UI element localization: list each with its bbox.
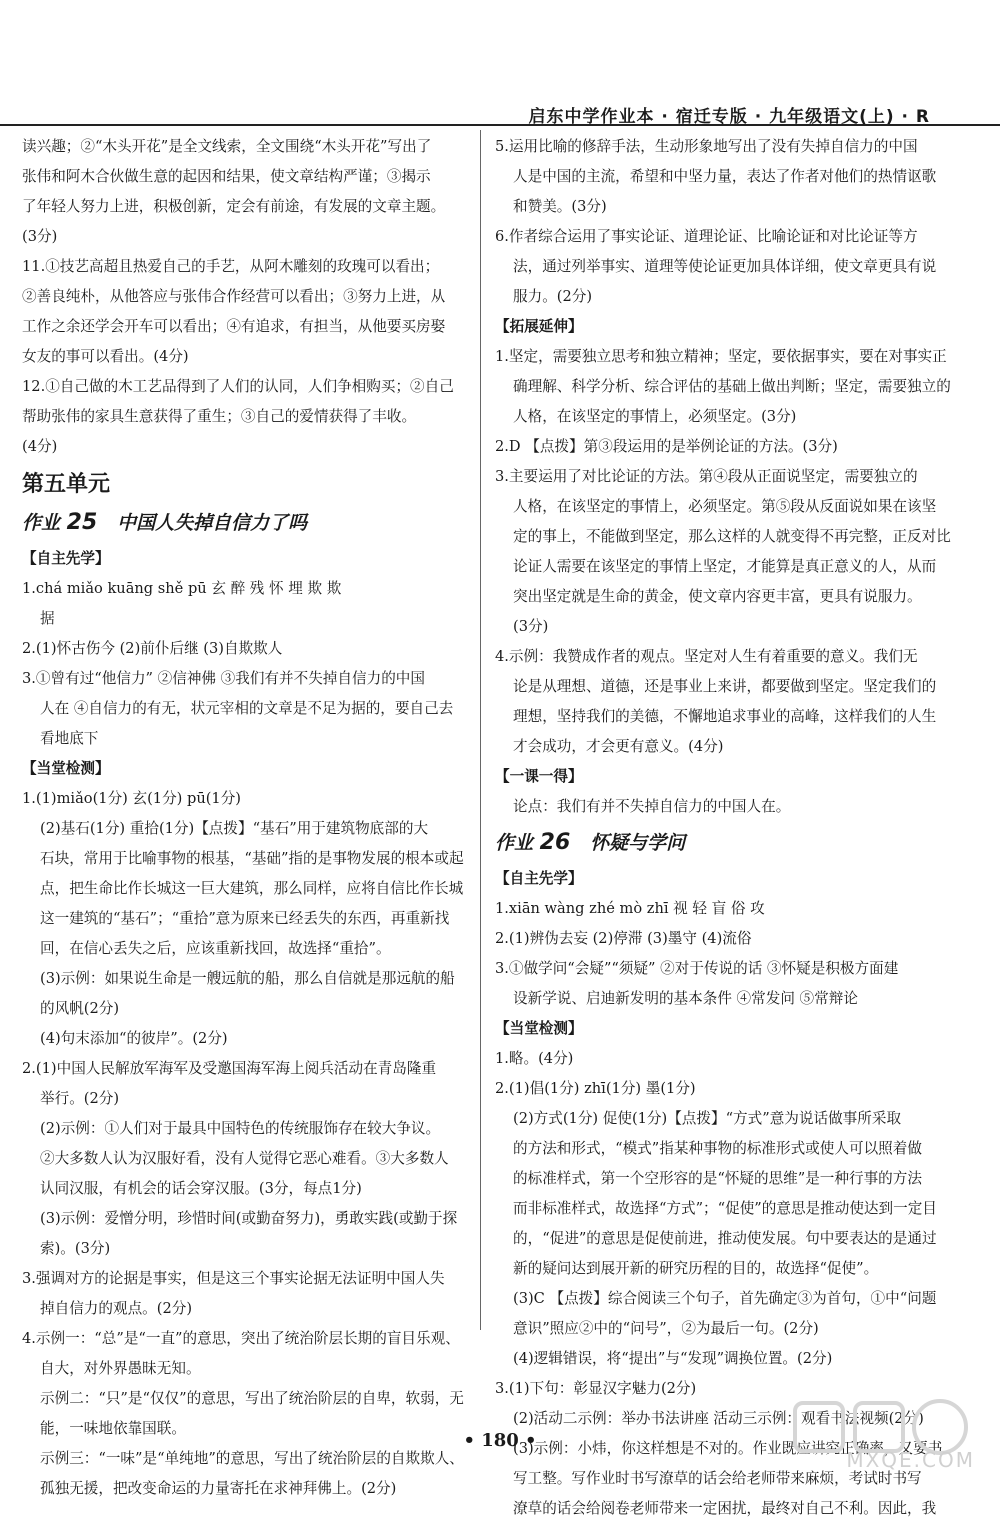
left-answers-part2 <box>22 544 467 1504</box>
answer-line: 设新学说、启迪新发明的基本条件 ④常发问 ⑤常辩论 <box>513 990 858 1007</box>
right-column <box>495 132 965 1524</box>
answer-line: 人格，在该坚定的事情上，必须坚定。第⑤段从反面说如果在该坚 <box>513 498 937 515</box>
answer-line: 能，一味地依靠国联。 <box>40 1420 186 1437</box>
answer-line: (2)示例：①人们对于最具中国特色的传统服饰存在较大争议。 <box>40 1120 441 1137</box>
answer-line: (3)C 【点拨】综合阅读三个句子，首先确定③为首句，①中“问题 <box>513 1290 937 1307</box>
answer-line: 论证人需要在该坚定的事情上坚定，才能算是真正意义的人，从而 <box>513 558 937 575</box>
answer-line: 3.(1)下句：彰显汉字魅力(2分) <box>495 1380 697 1397</box>
answer-line: 6.作者综合运用了事实论证、道理论证、比喻论证和对比论证等方 <box>495 228 918 245</box>
answer-line: 人是中国的主流，希望和中坚力量，表达了作者对他们的热情讴歌 <box>513 168 937 185</box>
answer-line: 石块，常用于比喻事物的根基，“基础”指的是事物发展的根本或起 <box>40 850 464 867</box>
answer-line: 自大，对外界愚昧无知。 <box>40 1360 201 1377</box>
answer-line: 看地底下 <box>40 730 99 747</box>
answer-line: 的方法和形式，“模式”指某种事物的标准形式或使人可以照着做 <box>513 1140 922 1157</box>
answer-line: 确理解、科学分析、综合评估的基础上做出判断；坚定，需要独立的 <box>513 378 951 395</box>
answer-line: 定的事上，不能做到坚定，那么这样的人就变得不再完整，正反对比 <box>513 528 951 545</box>
homework-name: 中国人失掉自信力了吗 <box>117 512 308 534</box>
answer-line: ②大多数人认为汉服好看，没有人觉得它恶心难看。③大多数人 <box>40 1150 449 1167</box>
answer-line: 1.chá miǎo kuāng shě pū 玄 醉 残 怀 埋 欺 欺 <box>22 580 342 597</box>
answer-line: 1.(1)miǎo(1分) 玄(1分) pū(1分) <box>22 790 241 807</box>
page-header <box>0 0 1000 127</box>
answer-line: 的，“促进”的意思是促使前进，推动使发展。句中要表达的是通过 <box>513 1230 937 1247</box>
answer-line: 3.主要运用了对比论证的方法。第④段从正面说坚定，需要独立的 <box>495 468 918 485</box>
answer-line: 新的疑问达到展开新的研究历程的目的，故选择“促使”。 <box>513 1260 879 1277</box>
answer-line: (3)示例：如果说生命是一艘远航的船，那么自信就是那远航的船 <box>40 970 455 987</box>
answer-line: 这一建筑的“基石”；“重拾”意为原来已经丢失的东西，再重新找 <box>40 910 450 927</box>
answer-line: 据 <box>40 610 55 627</box>
answer-line: 3.①曾有过“他信力” ②信神佛 ③我们有并不失掉自信力的中国 <box>22 670 425 687</box>
answer-line: (4)逻辑错误，将“提出”与“发现”调换位置。(2分) <box>513 1350 833 1367</box>
answer-line: 5.运用比喻的修辞手法，生动形象地写出了没有失掉自信力的中国 <box>495 138 918 155</box>
answer-line: 孤独无援，把改变命运的力量寄托在求神拜佛上。(2分) <box>40 1480 397 1497</box>
answer-line: 示例三：“一味”是“单纯地”的意思，写出了统治阶层的自欺欺人、 <box>40 1450 464 1467</box>
homework-name: 怀疑与学问 <box>590 832 686 854</box>
answer-line: (3)示例：爱憎分明，珍惜时间(或勤奋努力)，勇敢实践(或勤于探 <box>40 1210 458 1227</box>
section-heading: 【自主先学】 <box>495 870 583 887</box>
homework-number: 26 <box>539 830 571 855</box>
answer-line: 人在 ④自信力的有无，状元宰相的文章是不足为据的，要自己去 <box>40 700 454 717</box>
left-answers-part1 <box>22 132 467 462</box>
answer-line: (3分) <box>513 618 549 635</box>
answer-line: 的标准样式，第一个空形容的是“怀疑的思维”是一种行事的方法 <box>513 1170 922 1187</box>
answer-line: (3分) <box>22 228 58 245</box>
answer-line: 示例二：“只”是“仅仅”的意思，写出了统治阶层的自卑，软弱，无 <box>40 1390 464 1407</box>
section-heading: 【自主先学】 <box>22 550 110 567</box>
section-heading: 【当堂检测】 <box>22 760 110 777</box>
answer-line: (4)句末添加“的彼岸”。(2分) <box>40 1030 228 1047</box>
answer-line: 4.示例一：“总”是“一直”的意思，突出了统治阶层长期的盲目乐观、 <box>22 1330 460 1347</box>
answer-line: 才会成功，才会更有意义。(4分) <box>513 738 724 755</box>
answer-line: ②善良纯朴，从他答应与张伟合作经营可以看出；③努力上进，从 <box>22 288 446 305</box>
section-heading: 【一课一得】 <box>495 768 583 785</box>
answer-line: 工作之余还学会开车可以看出；④有追求，有担当，从他要买房娶 <box>22 318 446 335</box>
answer-line: 掉自信力的观点。(2分) <box>40 1300 193 1317</box>
answer-line: 2.D 【点拨】第③段运用的是举例论证的方法。(3分) <box>495 438 838 455</box>
section-heading: 【拓展延伸】 <box>495 318 583 335</box>
answer-line: 服力。(2分) <box>513 288 593 305</box>
homework-25-title <box>22 506 467 540</box>
answer-line: 2.(1)辨伪去妄 (2)停滞 (3)墨守 (4)流俗 <box>495 930 752 947</box>
header-rule <box>0 124 1000 126</box>
homework-label: 作业 <box>495 832 534 854</box>
answer-line: 而非标准样式，故选择“方式”；“促使”的意思是推动使达到一定目 <box>513 1200 937 1217</box>
answer-line: 意识”照应②中的“问号”，②为最后一句。(2分) <box>513 1320 819 1337</box>
answer-line: 帮助张伟的家具生意获得了重生；③自己的爱情获得了丰收。 <box>22 408 417 425</box>
answer-line: 1.坚定，需要独立思考和独立精神；坚定，要依据事实，要在对事实正 <box>495 348 947 365</box>
answer-line: (2)基石(1分) 重拾(1分)【点拨】“基石”用于建筑物底部的大 <box>40 820 429 837</box>
answer-line: 举行。(2分) <box>40 1090 120 1107</box>
answer-line: 论点：我们有并不失掉自信力的中国人在。 <box>513 798 791 815</box>
answer-line: 2.(1)中国人民解放军海军及受邀国海军海上阅兵活动在青岛隆重 <box>22 1060 437 1077</box>
answer-line: 3.强调对方的论据是事实，但是这三个事实论据无法证明中国人失 <box>22 1270 445 1287</box>
answer-line: 写工整。写作业时书写潦草的话会给老师带来麻烦，考试时书写 <box>513 1470 922 1487</box>
answer-line: 1.略。(4分) <box>495 1050 574 1067</box>
answer-line: 的风帆(2分) <box>40 1000 120 1017</box>
unit-title: 第五单元 <box>22 472 111 497</box>
answer-line: 论是从理想、道德，还是事业上来讲，都要做到坚定。坚定我们的 <box>513 678 937 695</box>
answer-line: (4分) <box>22 438 58 455</box>
column-divider <box>480 130 481 1330</box>
watermark-text: MXQE.COM <box>846 1448 975 1472</box>
answer-line: 索)。(3分) <box>40 1240 111 1257</box>
answer-line: 了年轻人努力上进，积极创新，定会有前途，有发展的文章主题。 <box>22 198 446 215</box>
answer-line: 突出坚定就是生命的黄金，使文章内容更丰富，更具有说服力。 <box>513 588 922 605</box>
homework-26-title <box>495 826 965 860</box>
answer-line: 女友的事可以看出。(4分) <box>22 348 189 365</box>
section-heading: 【当堂检测】 <box>495 1020 583 1037</box>
book-title: 启东中学作业本 · 宿迁专版 · 九年级语文(上) · R <box>528 107 930 127</box>
answer-line: (2)活动二示例：举办书法讲座 活动三示例：观看书法视频(2分) <box>513 1410 924 1427</box>
page-number: • 180 • <box>463 1430 537 1451</box>
answer-line: 人格，在该坚定的事情上，必须坚定。(3分) <box>513 408 797 425</box>
answer-line: 和赞美。(3分) <box>513 198 607 215</box>
answer-line: 2.(1)怀古伤今 (2)前仆后继 (3)自欺欺人 <box>22 640 283 657</box>
answer-line: 11.①技艺高超且热爱自己的手艺，从阿木雕刻的玫瑰可以看出； <box>22 258 440 275</box>
answer-line: 张伟和阿木合伙做生意的起因和结果，使文章结构严谨；③揭示 <box>22 168 431 185</box>
answer-line: 潦草的话会给阅卷老师带来一定困扰，最终对自己不利。因此，我 <box>513 1500 937 1517</box>
answer-line: 1.xiān wàng zhé mò zhī 视 轻 盲 俗 攻 <box>495 900 765 917</box>
homework-number: 25 <box>66 510 98 535</box>
answer-line: 认同汉服，有机会的话会穿汉服。(3分，每点1分) <box>40 1180 362 1197</box>
answer-line: 12.①自己做的木工艺品得到了人们的认同，人们争相购买；②自己 <box>22 378 454 395</box>
answer-line: 3.①做学问“会疑”“须疑” ②对于传说的话 ③怀疑是积极方面建 <box>495 960 899 977</box>
left-column <box>22 132 467 1504</box>
answer-line: 理想，坚持我们的美德，不懈地追求事业的高峰，这样我们的人生 <box>513 708 937 725</box>
answer-line: (2)方式(1分) 促使(1分)【点拨】“方式”意为说话做事所采取 <box>513 1110 902 1127</box>
answer-line: 回，在信心丢失之后，应该重新找回，故选择“重拾”。 <box>40 940 391 957</box>
answer-line: 4.示例：我赞成作者的观点。坚定对人生有着重要的意义。我们无 <box>495 648 918 665</box>
homework-label: 作业 <box>22 512 61 534</box>
answer-line: 读兴趣；②“木头开花”是全文线索，全文围绕“木头开花”写出了 <box>22 138 432 155</box>
answer-line: 法，通过列举事实、道理等使论证更加具体详细，使文章更具有说 <box>513 258 937 275</box>
right-answers-part1 <box>495 132 965 822</box>
answer-line: 2.(1)倡(1分) zhī(1分) 墨(1分) <box>495 1080 696 1097</box>
answer-line: 点，把生命比作长城这一巨大建筑，那么同样，应将自信比作长城 <box>40 880 464 897</box>
answer-line: (3)示例：小炜，你这样想是不对的。作业既应讲究正确率，又要书 <box>513 1440 943 1457</box>
